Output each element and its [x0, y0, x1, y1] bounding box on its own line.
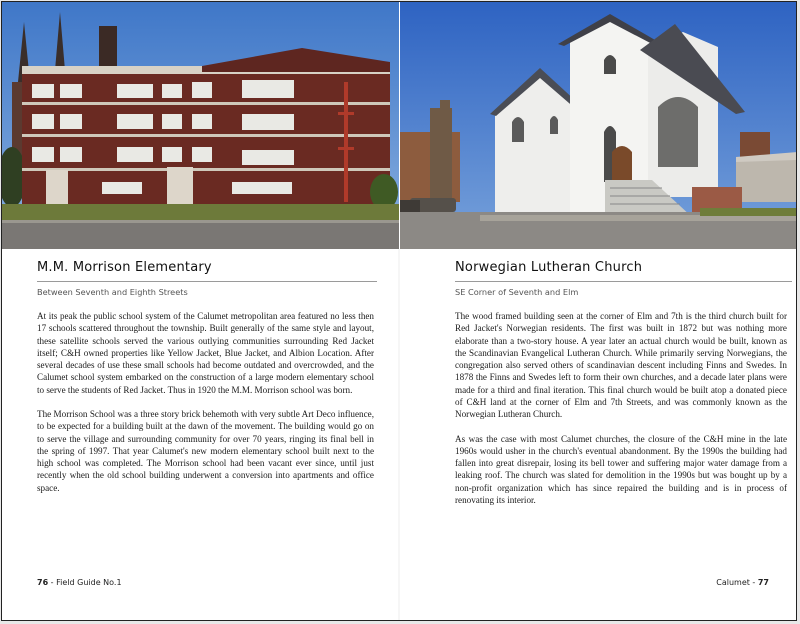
right-page	[400, 2, 797, 620]
school-photo	[2, 2, 399, 249]
title-divider	[455, 281, 792, 282]
page-subtitle: Between Seventh and Eighth Streets	[37, 287, 188, 297]
paragraph: The wood framed building seen at the corner of Elm and 7th is the third church built for Red Jacket's Norwegian residents. The first was built in 1872 but was nothing more elaborate than a two-story house. A year later an actual church would be built, known as the Scandinavian Evangelical Lutheran Church. While primarily serving Norwegians, the congregation also served others of scandinavian descent including Finns and Swedes. In 1878 the Finns and Swedes left to form their own churches, and a decade later plans were made for a third and final iteration. This final church would be built atop a donated piece of C&H land at the corner of Elm and 7th Streets, and was commonly known as the Norwegian Lutheran Church.	[455, 311, 787, 419]
book-spread	[1, 1, 797, 621]
page-number: 77	[757, 578, 769, 587]
page-number: 76	[37, 578, 49, 587]
footer-text: Calumet -	[716, 578, 758, 587]
paragraph: The Morrison School was a three story brick behemoth with very subtle Art Deco influence, to be expected for a building built at the dawn of the movement. The building would go on to serve the village and surrounding community for over 70 years, ringing its final bell in the spring of 1997. That year Calumet's new modern elementary school built next to the high school was completed. The Morrison school had been vacant ever since, until just recently when the old school building underwent a conversion into apartments and office space.	[37, 409, 374, 493]
church-photo	[400, 2, 797, 249]
page-footer	[37, 578, 122, 587]
paragraph: At its peak the public school system of the Calumet metropolitan area featured no less then 17 schools scattered throughout the township. Built generally of the same style and layout, these satellite schools served the various outlying communities surrounding Red Jacket itself; C&H owned properties like Yellow Jacket, Blue Jacket, and Albion Location. After several decades of use these small schools had become outdated and overcrowded, and the Calumet school system embarked on the construction of a large modern elementary school to serve the students of Red Jacket. Thus in 1920 the M.M. Morrison school was born.	[37, 311, 374, 395]
article-body	[455, 310, 787, 518]
article-body	[37, 310, 374, 506]
paragraph: As was the case with most Calumet churches, the closure of the C&H mine in the late 1960s would usher in the church's eventual abandonment. By the 1990s the building had fallen into great disrepair, losing its bell tower and suffering major water damage from a leaking roof. The church was slated for demolition in the 1990s but was bought up by a non-profit organization which has since repaired the building and is in process of renovating its interior.	[455, 433, 787, 505]
left-page	[2, 2, 399, 620]
page-title: M.M. Morrison Elementary	[37, 260, 212, 275]
footer-text: - Field Guide No.1	[48, 578, 122, 587]
page-footer	[716, 578, 769, 587]
page-title: Norwegian Lutheran Church	[455, 260, 643, 275]
page-subtitle: SE Corner of Seventh and Elm	[455, 287, 579, 297]
title-divider	[37, 281, 377, 282]
